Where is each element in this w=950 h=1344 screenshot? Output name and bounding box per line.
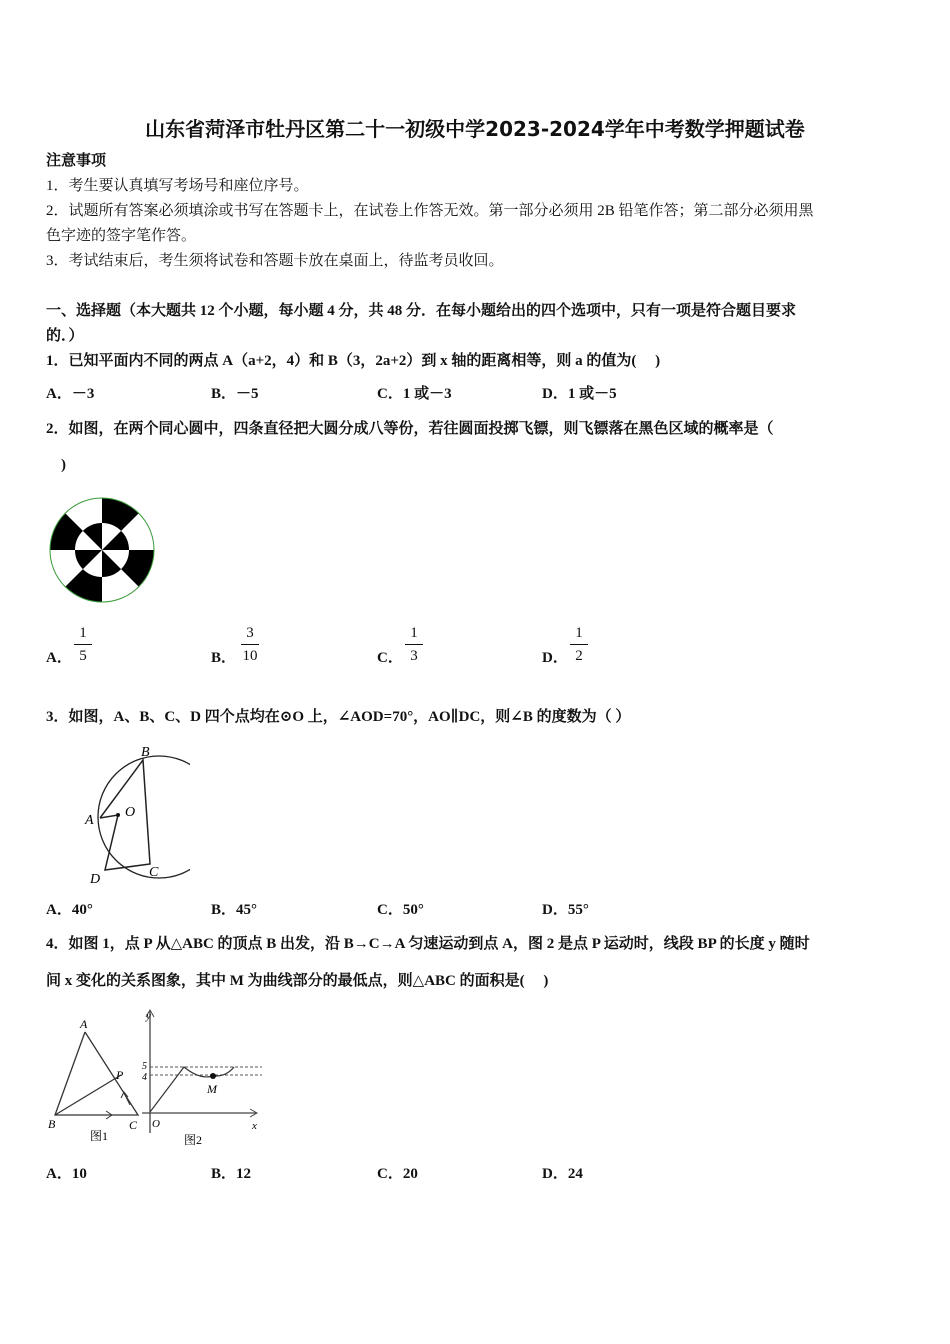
fraction-bar — [405, 644, 423, 645]
fraction — [241, 624, 259, 665]
option-c: C．50° — [377, 902, 424, 918]
sector — [102, 531, 129, 550]
circle-abcd-figure — [40, 740, 190, 890]
concentric-circles-figure — [46, 494, 158, 606]
notice-item: 色字迹的签字笔作答。 — [46, 228, 197, 244]
label-c: C — [149, 865, 159, 880]
origin-label: O — [152, 1118, 160, 1130]
tick-4: 4 — [142, 1072, 147, 1083]
fraction — [74, 624, 92, 665]
fraction-bar — [74, 644, 92, 645]
y-axis-label: y — [146, 1010, 151, 1022]
option-b: B．－5 — [211, 386, 259, 402]
notice-item: 2．试题所有答案必须填涂或书写在答题卡上，在试卷上作答无效。第一部分必须用 2B 铅笔作答；第二部分必须用黑 — [46, 203, 814, 219]
fraction — [570, 624, 588, 665]
question-4: 4．如图 1，点 P 从△ABC 的顶点 B 出发，沿 B→C→A 匀速运动到点 A，图 2 是点 P 运动时，线段 BP 的长度 y 随时 — [46, 936, 810, 952]
option-c: C．1 或－3 — [377, 386, 452, 402]
point-m-label: M — [207, 1082, 217, 1096]
label-p: P — [116, 1068, 124, 1082]
denominator: 10 — [242, 648, 258, 664]
page-title: 山东省菏泽市牡丹区第二十一初级中学2023-2024学年中考数学押题试卷 — [145, 117, 805, 141]
sector — [65, 569, 102, 602]
label-b: B — [48, 1117, 56, 1131]
question-2-cont: ) — [46, 457, 66, 473]
option-b: B．12 — [211, 1166, 252, 1182]
x-axis-label: x — [252, 1120, 257, 1132]
fig2-caption: 图2 — [184, 1133, 203, 1147]
option-c: C．20 — [377, 1166, 418, 1182]
label-c: C — [129, 1118, 138, 1132]
fig1-caption: 图1 — [90, 1129, 109, 1143]
label-d: D — [90, 872, 101, 887]
fraction-bar — [241, 644, 259, 645]
label-b: B — [141, 745, 150, 760]
numerator: 1 — [575, 625, 583, 641]
sector — [102, 498, 139, 531]
section-heading: 一、选择题（本大题共 12 个小题，每小题 4 分，共 48 分．在每小题给出的四个选项中，只有一项是符合题目要求 — [46, 303, 797, 319]
fraction-bar — [570, 644, 588, 645]
option-a: A．40° — [46, 902, 93, 918]
denominator: 2 — [575, 648, 583, 664]
sector — [102, 550, 121, 577]
question-2: 2．如图，在两个同心圆中，四条直径把大圆分成八等份，若往圆面投掷飞镖，则飞镖落在黑色区域的概率是（ — [46, 421, 774, 437]
label-a: A — [85, 813, 94, 828]
sector — [83, 523, 102, 550]
label-a: A — [80, 1017, 88, 1031]
option-d: D．24 — [542, 1166, 583, 1182]
numerator: 3 — [246, 625, 254, 641]
tick-5: 5 — [142, 1061, 147, 1072]
option-b: B．45° — [211, 902, 258, 918]
numerator: 1 — [410, 625, 418, 641]
option-c: C． — [377, 650, 403, 666]
sector — [75, 550, 102, 569]
question-3: 3．如图，A、B、C、D 四个点均在⊙O 上，∠AOD=70°，AO∥DC，则∠B 的度数为（ ） — [46, 709, 631, 725]
denominator: 5 — [79, 648, 87, 664]
numerator: 1 — [79, 625, 87, 641]
option-d: D．1 或－5 — [542, 386, 617, 402]
notice-heading: 注意事项 — [46, 153, 107, 169]
triangle-figure-1 — [44, 1005, 144, 1150]
option-a: A．10 — [46, 1166, 87, 1182]
denominator: 3 — [410, 648, 418, 664]
graph-figure-2 — [138, 1005, 268, 1150]
option-a: A． — [46, 650, 72, 666]
question-1: 1．已知平面内不同的两点 A（a+2，4）和 B（3，2a+2）到 x 轴的距离相等，则 a 的值为( ) — [46, 353, 661, 369]
notice-item: 3．考试结束后，考生须将试卷和答题卡放在桌面上，待监考员收回。 — [46, 253, 504, 269]
fraction — [405, 624, 423, 665]
sector — [121, 550, 154, 587]
sector — [50, 513, 83, 550]
option-d: D．55° — [542, 902, 589, 918]
notice-item: 1．考生要认真填写考场号和座位序号。 — [46, 178, 309, 194]
question-4-cont: 间 x 变化的关系图象，其中 M 为曲线部分的最低点，则△ABC 的面积是( ) — [46, 973, 549, 989]
label-o: O — [125, 805, 136, 820]
option-d: D． — [542, 650, 568, 666]
option-a: A．－3 — [46, 386, 95, 402]
option-b: B． — [211, 650, 237, 666]
section-heading-cont: 的．） — [46, 328, 84, 344]
